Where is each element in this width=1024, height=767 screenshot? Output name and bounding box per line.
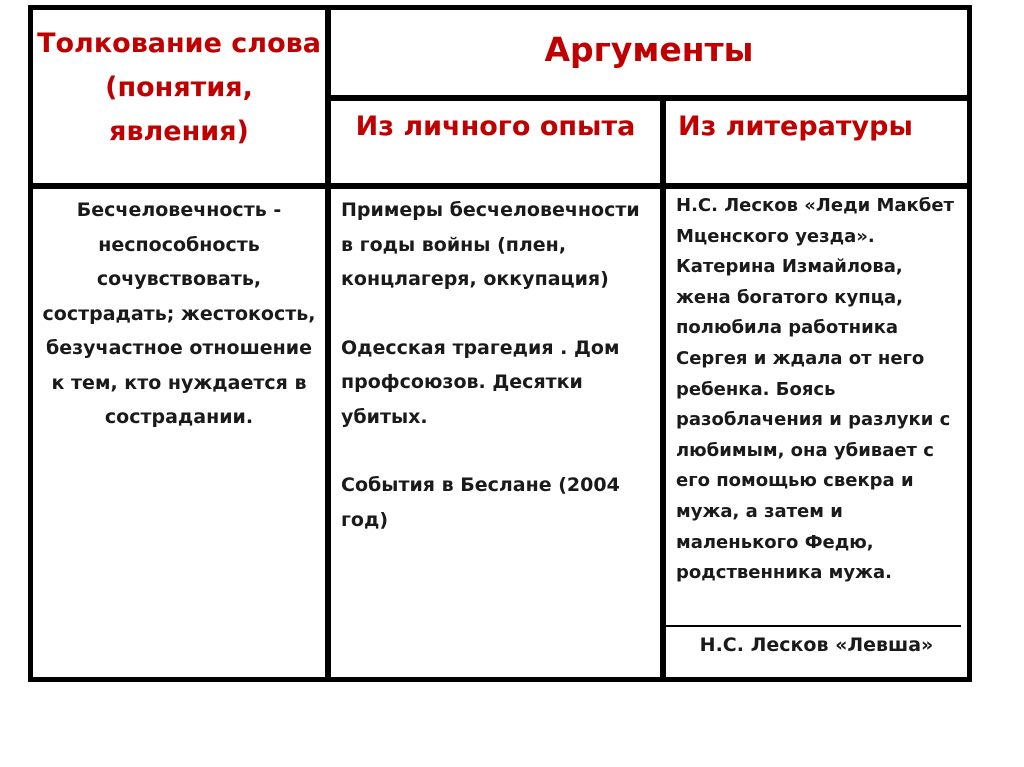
personal-example-2: Одесская трагедия . Дом профсоюзов. Десятки убитых. <box>341 336 620 428</box>
personal-experience-cell <box>331 189 660 677</box>
literature-divider <box>666 625 961 627</box>
literature-example-1: Н.С. Лесков «Леди Макбет Мценского уезда». Катерина Измайлова, жена богатого купца, полюбила работника Сергея и ждала от него ребенка. Боясь разоблачения и разлуки с любимым, она убивает с его помощью свекра и мужа, а затем и маленького Федю, родственника мужа. <box>676 195 954 584</box>
literature-example-2: Н.С. Лесков «Левша» <box>699 634 934 656</box>
arguments-table <box>28 5 972 682</box>
header-definition: Толкование слова (понятия, явления) <box>33 10 325 183</box>
header-literature: Из литературы <box>666 101 967 183</box>
definition-cell: Бесчеловечность - неспособность сочувствовать, сострадать; жестокость, безучастное отношение к тем, кто нуждается в сострадании. <box>33 189 325 677</box>
personal-example-1: Примеры бесчеловечности в годы войны (плен, концлагеря, оккупация) <box>341 199 640 290</box>
header-personal-experience: Из личного опыта <box>331 101 660 183</box>
header-arguments: Аргументы <box>331 10 967 95</box>
literature-cell <box>666 189 967 677</box>
personal-example-3: События в Беслане (2004 год) <box>341 474 620 531</box>
